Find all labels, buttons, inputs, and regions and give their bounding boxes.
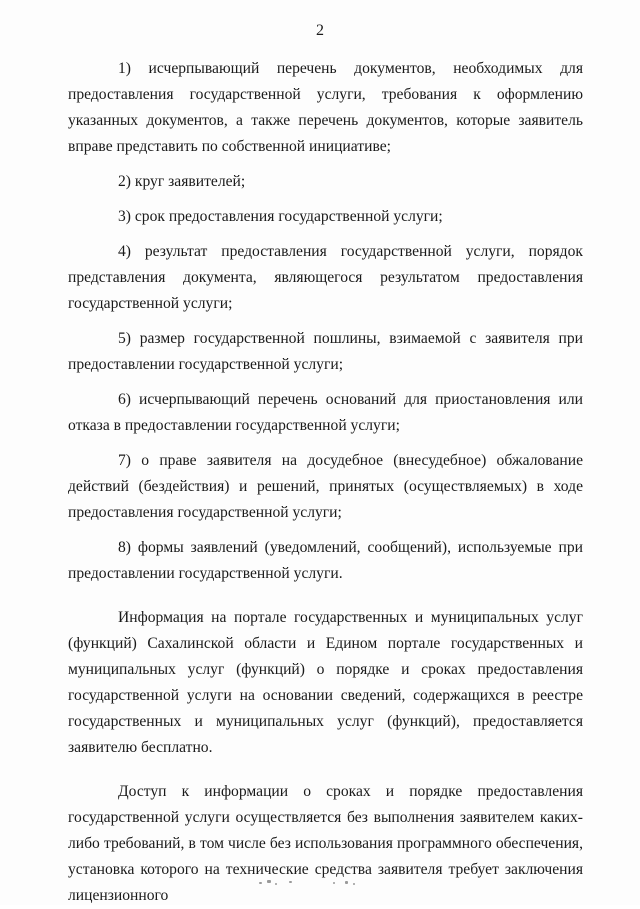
scan-artifact — [255, 876, 385, 890]
list-item-2: 2) круг заявителей; — [118, 173, 246, 190]
paragraph-info: Информация на портале государственных и муниципальных услуг (функций) Сахалинской области и Едином портале государственных и муниципальных услуг (функций) о порядке и сроках предоставления государственной услуги на основании сведений, содержащихся в реестре государственных и муниципальных услуг (функций), предоставляется заявителю бесплатно. — [68, 609, 583, 756]
list-item-7: 7) о праве заявителя на досудебное (внесудебное) обжалование действий (бездействия) и решений, принятых (осуществляемых) в ходе предоставления государственной услуги; — [68, 452, 583, 521]
list-item-3: 3) срок предоставления государственной услуги; — [118, 208, 443, 225]
list-item-4: 4) результат предоставления государственной услуги, порядок представления документа, являющегося результатом предоставления государственной услуги; — [68, 243, 583, 312]
document-body — [68, 56, 583, 909]
paragraph-access: Доступ к информации о сроках и порядке предоставления государственной услуги осуществляется без выполнения заявителем каких-либо требований, в том числе без использования программного обеспечения, установка которого на технические средства заявителя требует заключения лицензионного — [68, 783, 583, 904]
list-item-1: 1) исчерпывающий перечень документов, необходимых для предоставления государственной услуги, требования к оформлению указанных документов, а также перечень документов, которые заявитель вправе представить по собственной инициативе; — [68, 60, 583, 155]
list-item-6: 6) исчерпывающий перечень оснований для приостановления или отказа в предоставлении государственной услуги; — [68, 391, 583, 434]
list-item-8: 8) формы заявлений (уведомлений, сообщений), используемые при предоставлении государственной услуги. — [68, 539, 583, 582]
list-item-5: 5) размер государственной пошлины, взимаемой с заявителя при предоставлении государственной услуги; — [68, 330, 583, 373]
page-number: 2 — [316, 22, 324, 39]
